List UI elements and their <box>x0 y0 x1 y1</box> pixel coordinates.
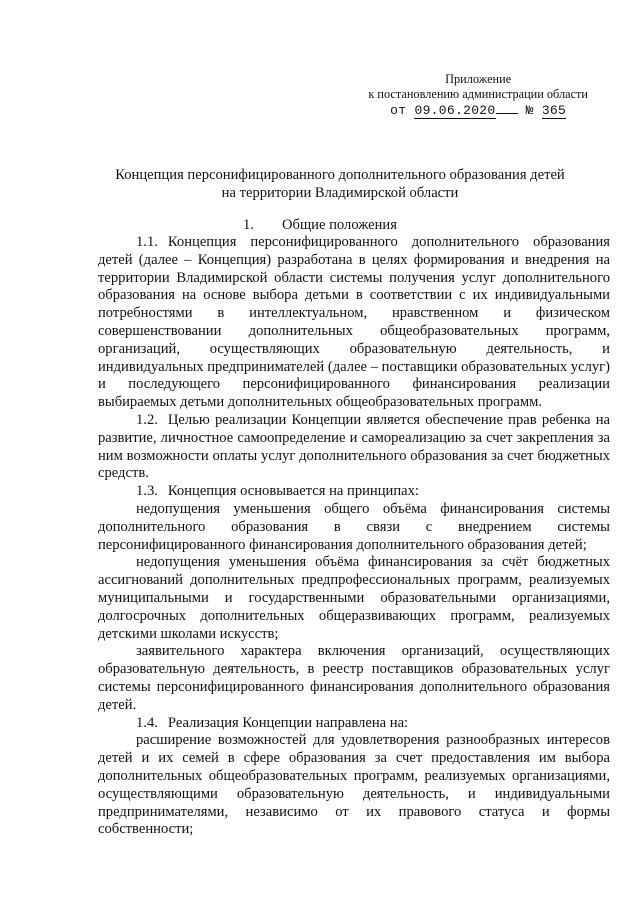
paragraph-text: Концепция персонифицированного дополнительного образования детей (далее – Концепция) разработана в целях формирования и внедрения на территории Владимирской области системы получения услуг дополнительного образования на основе выбора детьми в соответствии с их индивидуальными потребностями в интеллектуальном, нравственном и физическом совершенствовании дополнительных общеобразовательных программ, организаций, осуществляющих образовательную деятельность, и индивидуальных предпринимателей (далее – поставщики образовательных услуг) и последующего персонифицированного финансирования реализации выбираемых детьми дополнительных общеобразовательных программ. <box>98 234 610 411</box>
paragraph-1-3 <box>98 483 610 501</box>
date-number-line <box>368 103 588 118</box>
direction-item-1: расширение возможностей для удовлетворения разнообразных интересов детей и их семей в сфере образования за счет предоставления им выбора дополнительных общеобразовательных программ, реализуемых организациями, осуществляющими образовательную деятельность, и индивидуальными предпринимателями, независимо от их правового статуса и формы собственности; <box>98 732 610 838</box>
section-heading <box>0 216 640 234</box>
paragraph-number: 1.2. <box>136 411 158 428</box>
document-header <box>368 72 588 118</box>
principle-item-2: недопущения уменьшения объёма финансирования за счёт бюджетных ассигнований дополнительных предпрофессиональных программ, реализуемых муниципальными и государственными образовательными организациями, долгосрочных дополнительных общеразвивающих программ, реализуемых детскими школами искусств; <box>98 554 610 642</box>
date-underline <box>496 103 518 114</box>
paragraph-number: 1.1. <box>136 234 158 250</box>
paragraph-1-4 <box>98 715 610 733</box>
document-title <box>90 166 590 202</box>
resolution-date: 09.06.2020 <box>414 103 496 118</box>
paragraph-number: 1.4. <box>136 714 158 731</box>
section-title: Общие положения <box>281 217 397 233</box>
principle-item-1: недопущения уменьшения общего объёма финансирования системы дополнительного образования в связи с внедрением системы персонифицированного финансирования дополнительного образования детей; <box>98 500 610 553</box>
paragraph-1-1 <box>98 234 610 412</box>
title-line-2: на территории Владимирской области <box>221 185 459 201</box>
principle-item-3: заявительного характера включения организаций, осуществляющих образовательную деятельность, в реестр поставщиков образовательных услуг системы персонифицированного финансирования дополнительного образования детей. <box>98 643 610 713</box>
number-sign: № <box>525 103 534 118</box>
paragraph-1-2 <box>98 412 610 483</box>
section-number: 1. <box>243 217 254 233</box>
paragraph-text: Концепция основывается на принципах: <box>167 483 419 500</box>
paragraph-text: Реализация Концепции направлена на: <box>167 714 409 731</box>
paragraph-text: Целью реализации Концепции является обеспечение прав ребенка на развитие, личностное самоопределение и самореализацию за счет закрепления за ним возможности оплаты услуг дополнительного образования за счет бюджетных средств. <box>98 411 610 482</box>
document-body <box>98 234 610 839</box>
from-label: от <box>390 103 407 118</box>
resolution-number: 365 <box>541 103 567 118</box>
resolution-label: к постановлению администрации области <box>368 87 588 101</box>
title-line-1: Концепция персонифицированного дополнительного образования детей <box>115 167 565 183</box>
paragraph-number: 1.3. <box>136 483 158 500</box>
appendix-label: Приложение <box>445 72 512 86</box>
